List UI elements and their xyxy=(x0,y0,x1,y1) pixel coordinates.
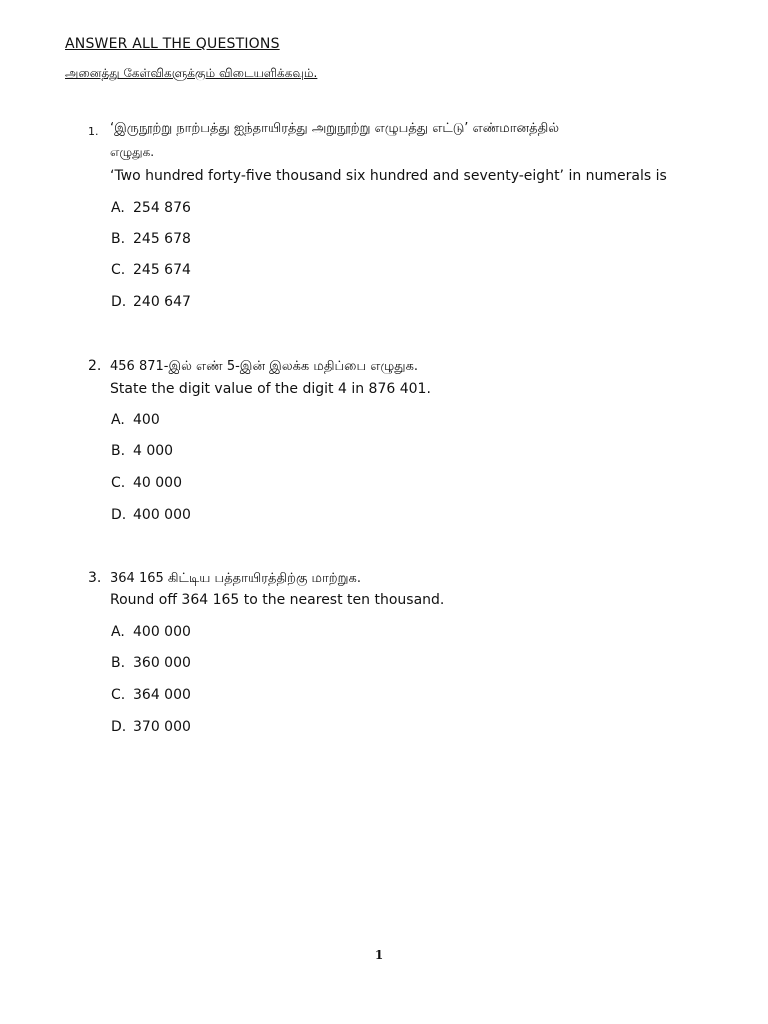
question-text-tamil xyxy=(110,570,361,587)
question-text-tamil-content: 456 871-இல் எண் 5-இன் இலக்க மதிப்பை எழுதுக. xyxy=(110,359,419,374)
option-value: 240 647 xyxy=(133,294,191,310)
option-value: 364 000 xyxy=(133,687,191,703)
option-letter: D. xyxy=(111,294,127,310)
option-a[interactable] xyxy=(111,200,191,216)
option-letter: B. xyxy=(111,443,126,459)
question-text-tamil-line1: ‘இருநூற்று நாற்பத்து ஐந்தாயிரத்து அறுநூற்று எழுபத்து எட்டு’ எண்மானத்தில் xyxy=(110,121,560,136)
option-c[interactable] xyxy=(111,262,191,278)
instruction-heading-english: ANSWER ALL THE QUESTIONS xyxy=(65,36,280,52)
option-letter: C. xyxy=(111,687,126,703)
option-c[interactable] xyxy=(111,687,191,703)
option-value: 400 000 xyxy=(133,507,191,523)
option-value: 400 xyxy=(133,412,160,428)
option-b[interactable] xyxy=(111,655,191,671)
instruction-heading-tamil: அனைத்து கேள்விகளுக்கும் விடையளிக்கவும். xyxy=(65,66,318,80)
option-d[interactable] xyxy=(111,294,191,310)
option-letter: A. xyxy=(111,412,125,428)
option-letter: A. xyxy=(111,624,125,640)
option-value: 360 000 xyxy=(133,655,191,671)
question-number: 3. xyxy=(88,570,102,586)
option-d[interactable] xyxy=(111,719,191,735)
option-letter: B. xyxy=(111,655,126,671)
question-number: 1. xyxy=(88,125,99,138)
option-letter: C. xyxy=(111,262,126,278)
question-text-tamil-line2: எழுதுக. xyxy=(110,145,155,159)
option-letter: C. xyxy=(111,475,126,491)
option-value: 370 000 xyxy=(133,719,191,735)
option-letter: B. xyxy=(111,231,126,247)
option-a[interactable] xyxy=(111,412,160,428)
option-d[interactable] xyxy=(111,507,191,523)
question-text-english: Round off 364 165 to the nearest ten thousand. xyxy=(110,592,445,608)
option-a[interactable] xyxy=(111,624,191,640)
page-number: 1 xyxy=(374,948,384,962)
option-value: 254 876 xyxy=(133,200,191,216)
option-letter: D. xyxy=(111,507,127,523)
question-text-tamil-content: 364 165 கிட்டிய பத்தாயிரத்திற்கு மாற்றுக. xyxy=(110,571,361,586)
question-text-tamil xyxy=(110,358,418,375)
question-number: 2. xyxy=(88,358,102,374)
option-value: 245 674 xyxy=(133,262,191,278)
option-value: 245 678 xyxy=(133,231,191,247)
option-b[interactable] xyxy=(111,443,173,459)
option-value: 400 000 xyxy=(133,624,191,640)
option-b[interactable] xyxy=(111,231,191,247)
option-value: 4 000 xyxy=(133,443,174,459)
question-text-english: State the digit value of the digit 4 in 876 401. xyxy=(110,381,431,397)
option-letter: D. xyxy=(111,719,127,735)
option-letter: A. xyxy=(111,200,125,216)
option-c[interactable] xyxy=(111,475,182,491)
question-text-english: ‘Two hundred forty-five thousand six hundred and seventy-eight’ in numerals is xyxy=(110,168,667,184)
option-value: 40 000 xyxy=(133,475,182,491)
